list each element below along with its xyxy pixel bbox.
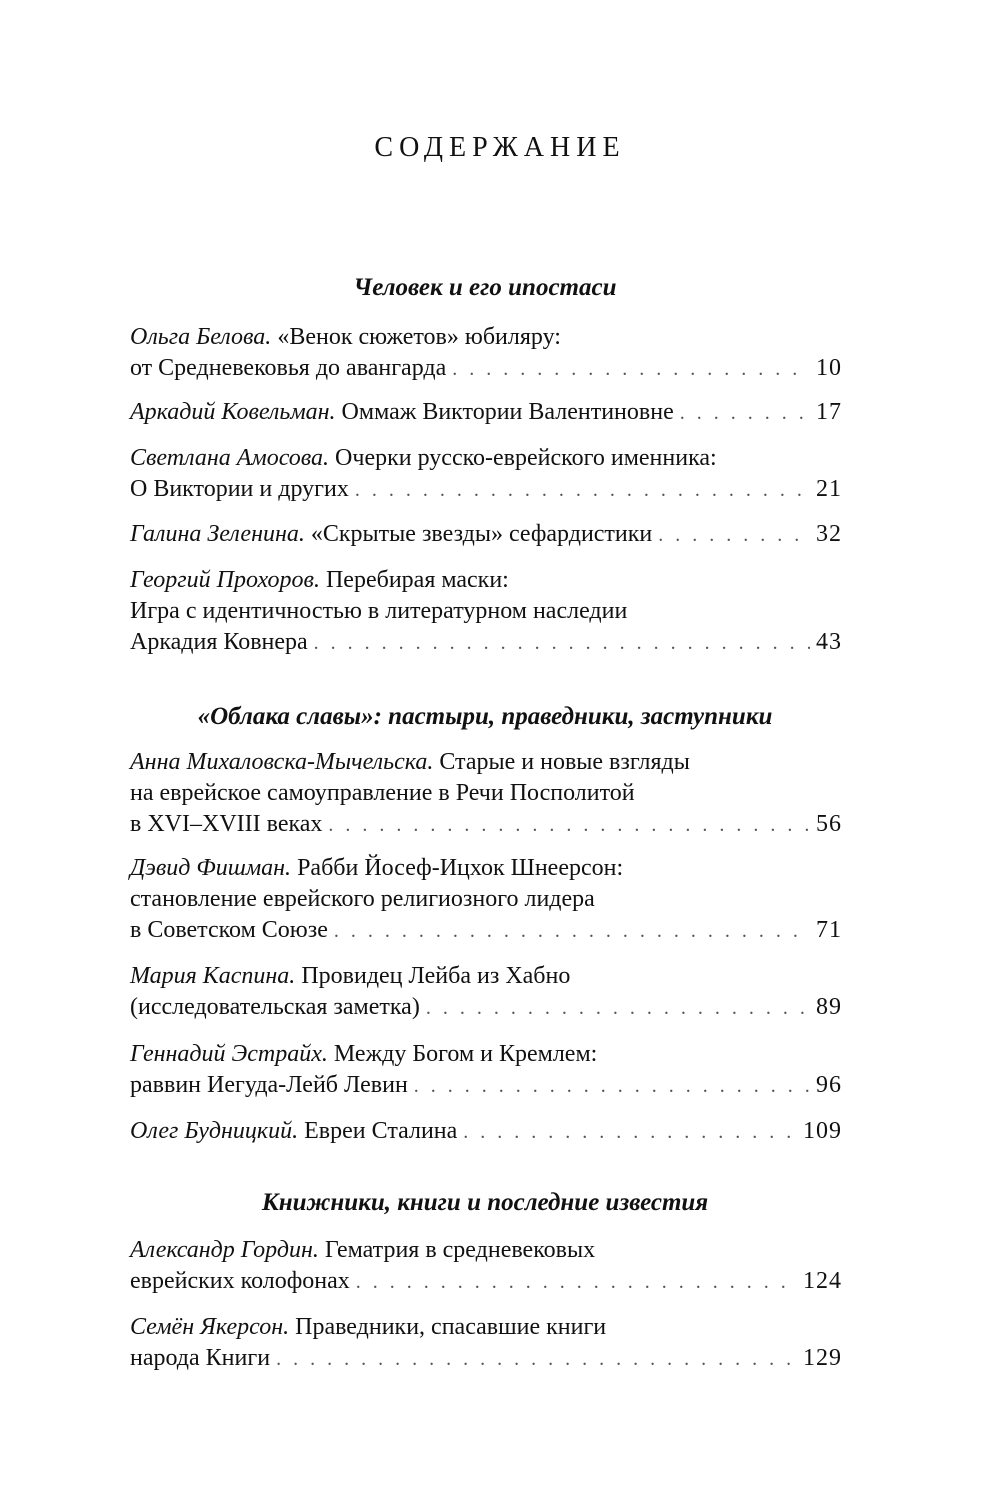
entry-author: Аркадий Ковельман. [130,399,336,425]
entry-author: Геннадий Эстрайх. [130,1041,328,1067]
dot-leader [680,398,810,429]
page-number: 129 [803,1345,842,1371]
entry-title: Перебирая маски: [325,567,509,593]
toc-entry[interactable] [130,1235,842,1298]
entry-title: Аркадия Ковнера [130,629,308,655]
toc-entry[interactable] [130,397,842,429]
toc-entry[interactable] [130,519,842,551]
toc-entry[interactable] [130,1116,842,1148]
entry-author: Георгий Прохоров. [130,567,320,593]
page-title: СОДЕРЖАНИЕ [374,132,626,163]
entry-title: Евреи Сталина [304,1118,458,1144]
entry-title: на еврейское самоуправление в Речи Посполитой [130,780,635,806]
dot-leader [658,520,810,551]
entry-title: в XVI–XVIII веках [130,811,323,837]
toc-entry[interactable] [130,443,842,506]
toc-entry[interactable] [130,961,842,1024]
dot-leader [463,1117,797,1148]
dot-leader [334,916,810,947]
page-number: 109 [803,1118,842,1144]
section-heading: «Облака славы»: пастыри, праведники, заступники [197,703,773,730]
section-heading: Человек и его ипостаси [353,274,617,301]
page-number: 32 [816,521,842,547]
entry-title: «Венок сюжетов» юбиляру: [277,324,561,350]
page-number: 89 [816,994,842,1020]
toc-entry[interactable] [130,565,842,659]
entry-title: в Советском Союзе [130,917,328,943]
entry-author: Анна Михаловска-Мычельска. [130,749,434,775]
page-number: 10 [816,355,842,381]
toc-entry[interactable] [130,853,842,947]
toc-entry[interactable] [130,1312,842,1375]
entry-title: Между Богом и Кремлем: [333,1041,598,1067]
page-number: 124 [803,1268,842,1294]
dot-leader [328,810,810,841]
entry-author: Светлана Амосова. [130,445,330,471]
page-number: 17 [816,399,842,425]
dot-leader [452,354,810,385]
entry-title: Гематрия в средневековых [324,1237,596,1263]
page-number: 43 [816,629,842,655]
toc-entry[interactable] [130,1039,842,1102]
entry-title: становление еврейского религиозного лидера [130,886,595,912]
entry-title: Игра с идентичностью в литературном наследии [130,598,628,624]
entry-author: Мария Каспина. [130,963,296,989]
entry-author: Александр Гордин. [130,1237,319,1263]
entry-title: (исследовательская заметка) [130,994,420,1020]
entry-author: Олег Будницкий. [130,1118,299,1144]
entry-author: Семён Якерсон. [130,1314,290,1340]
entry-title: Старые и новые взгляды [439,749,690,775]
entry-title: Оммаж Виктории Валентиновне [341,399,674,425]
page-number: 71 [816,917,842,943]
dot-leader [426,993,810,1024]
dot-leader [356,1267,797,1298]
entry-author: Ольга Белова. [130,324,272,350]
entry-title: от Средневековья до авангарда [130,355,447,381]
entry-title: Праведники, спасавшие книги [295,1314,607,1340]
page-number: 21 [816,476,842,502]
toc-entry[interactable] [130,747,842,841]
page-number: 56 [816,811,842,837]
entry-author: Галина Зеленина. [130,521,305,547]
dot-leader [276,1344,797,1375]
entry-author: Дэвид Фишман. [130,855,292,881]
entry-title: раввин Иегуда-Лейб Левин [130,1072,408,1098]
dot-leader [314,628,810,659]
entry-title: Рабби Йосеф-Ицхок Шнеерсон: [297,855,624,881]
entry-title: народа Книги [130,1345,271,1371]
page-number: 96 [816,1072,842,1098]
entry-title: Провидец Лейба из Хабно [301,963,571,989]
dot-leader [414,1071,810,1102]
entry-title: О Виктории и других [130,476,349,502]
entry-title: Очерки русско-еврейского именника: [335,445,717,471]
dot-leader [355,475,810,506]
entry-title: «Скрытые звезды» сефардистики [310,521,653,547]
toc-entry[interactable] [130,322,842,385]
entry-title: еврейских колофонах [130,1268,350,1294]
section-heading: Книжники, книги и последние известия [261,1189,709,1216]
